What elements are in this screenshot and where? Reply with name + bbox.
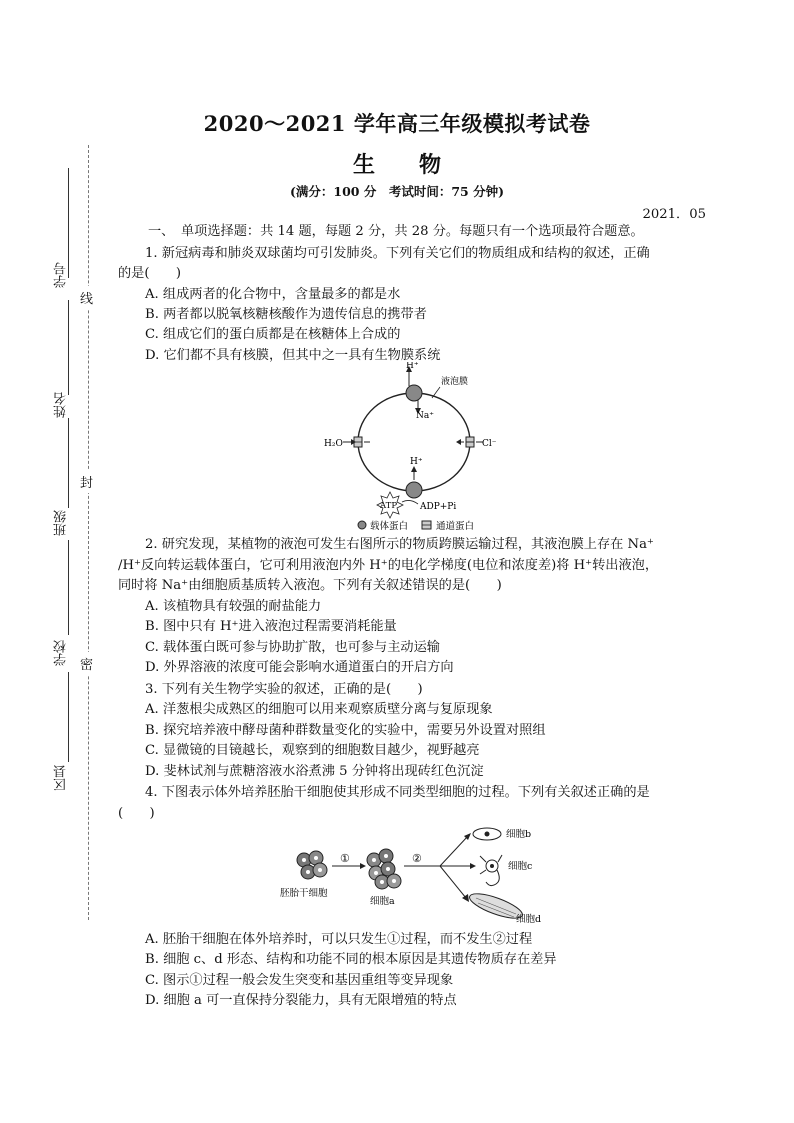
q4-option-a: A. 胚胎干细胞在体外培养时，可以只发生①过程，而不发生②过程 — [145, 932, 533, 947]
label-cell-d: 细胞d — [516, 914, 542, 925]
q3-option-b: B. 探究培养液中酵母菌种群数量变化的实验中，需要另外设置对照组 — [145, 723, 546, 738]
exam-title: 2020～2021 学年高三年级模拟考试卷 — [203, 111, 591, 136]
q4-stem-line1: 4. 下图表示体外培养胚胎干细胞使其形成不同类型细胞的过程。下列有关叙述正确的是 — [145, 785, 650, 800]
field-label-xingming: 姓名 — [54, 392, 69, 418]
subject-title — [0, 148, 794, 179]
label-atp: ATP — [380, 501, 398, 511]
cell-a-cluster — [367, 849, 401, 889]
q1-option-d: D. 它们都不具有核膜，但其中之一具有生物膜系统 — [145, 348, 441, 363]
q4-option-d: D. 细胞 a 可一直保持分裂能力，具有无限增殖的特点 — [145, 993, 457, 1008]
q3-option-c: C. 显微镜的目镜越长，观察到的细胞数目越少，视野越亮 — [145, 743, 480, 758]
q2-option-c: C. 载体蛋白既可参与协助扩散，也可参与主动运输 — [145, 640, 440, 655]
label-na: Na⁺ — [416, 411, 434, 421]
figure-vacuole-transport — [318, 362, 508, 534]
field-label-xuehao: 学号 — [54, 262, 69, 288]
subject-char-1: 生 — [352, 152, 375, 178]
q1-stem-line2: 的是( ) — [118, 266, 182, 281]
q2-option-d: D. 外界溶液的浓度可能会影响水通道蛋白的开启方向 — [145, 660, 454, 675]
q4-stem-line2: ( ) — [118, 806, 155, 821]
q2-stem-line2: /H⁺反向转运载体蛋白，它可利用液泡内外 H⁺的电化学梯度(电位和浓度差)将 H⁺转出液泡， — [118, 558, 659, 573]
q4-option-c: C. 图示①过程一般会发生突变和基因重组等变异现象 — [145, 973, 454, 988]
field-label-banji: 班级 — [54, 510, 69, 536]
label-membrane: 液泡膜 — [441, 377, 469, 387]
cell-c — [480, 855, 502, 886]
q2-stem-line1: 2. 研究发现，某植物的液泡可发生右图所示的物质跨膜运输过程，其液泡膜上存在 Na⁺ — [145, 537, 654, 552]
binding-mark-feng: 封 — [80, 470, 93, 493]
label-step-1: ① — [340, 852, 350, 865]
label-h-bottom: H⁺ — [410, 457, 423, 467]
q1-stem-line1: 1. 新冠病毒和肺炎双球菌均可引发肺炎。下列有关它们的物质组成和结构的叙述，正确 — [145, 246, 650, 261]
carrier-protein-top — [406, 385, 422, 401]
q3-option-a: A. 洋葱根尖成熟区的细胞可以用来观察质壁分离与复原现象 — [145, 702, 493, 717]
q2-stem-line3: 同时将 Na⁺由细胞质基质转入液泡。下列有关叙述错误的是( ) — [118, 578, 502, 593]
exam-meta: (满分：100 分 考试时间：75 分钟) — [289, 184, 505, 199]
figure-stem-cell-differentiation — [272, 822, 562, 932]
carrier-protein-bottom — [406, 482, 422, 498]
q2-option-a: A. 该植物具有较强的耐盐能力 — [145, 599, 322, 614]
field-line-quxian — [68, 672, 69, 762]
binding-dashed-line — [88, 145, 89, 920]
label-adp: ADP+Pi — [420, 502, 457, 512]
binding-mark-xian: 线 — [80, 286, 93, 309]
label-cell-c: 细胞c — [508, 861, 533, 872]
field-line-banji — [68, 418, 69, 508]
field-label-quxian: 区县 — [54, 765, 69, 791]
label-cl: Cl⁻ — [482, 439, 497, 449]
section-heading: 一、 单项选择题：共 14 题，每题 2 分，共 28 分。每题只有一个选项最符合题意。 — [148, 224, 644, 239]
label-cell-b: 细胞b — [506, 829, 532, 840]
label-stem-cell: 胚胎干细胞 — [280, 888, 328, 899]
label-water: H₂O — [324, 439, 343, 449]
legend-channel-label: 通道蛋白 — [436, 521, 475, 532]
q3-stem: 3. 下列有关生物学实验的叙述，正确的是( ) — [145, 682, 423, 697]
q3-option-d: D. 斐林试剂与蔗糖溶液水浴煮沸 5 分钟将出现砖红色沉淀 — [145, 764, 484, 779]
q1-option-c: C. 组成它们的蛋白质都是在核糖体上合成的 — [145, 327, 401, 342]
q4-option-b: B. 细胞 c、d 形态、结构和功能不同的根本原因是其遗传物质存在差异 — [145, 952, 557, 967]
label-step-2: ② — [412, 852, 422, 865]
label-cell-a: 细胞a — [370, 896, 395, 907]
label-h-top: H⁺ — [406, 362, 419, 371]
legend-carrier-label: 载体蛋白 — [370, 521, 409, 532]
field-label-xuexiao: 学校 — [54, 640, 69, 666]
field-line-xingming — [68, 300, 69, 395]
binding-mark-mi: 密 — [80, 652, 93, 675]
exam-date: 2021．05 — [642, 207, 706, 222]
q2-option-b: B. 图中只有 H⁺进入液泡过程需要消耗能量 — [145, 619, 397, 634]
legend-carrier-icon — [358, 521, 366, 529]
subject-char-2: 物 — [419, 152, 442, 178]
stem-cell-cluster — [297, 851, 327, 879]
q1-option-a: A. 组成两者的化合物中，含量最多的都是水 — [145, 287, 401, 302]
q1-option-b: B. 两者都以脱氧核糖核酸作为遗传信息的携带者 — [145, 307, 427, 322]
field-line-xuexiao — [68, 540, 69, 635]
